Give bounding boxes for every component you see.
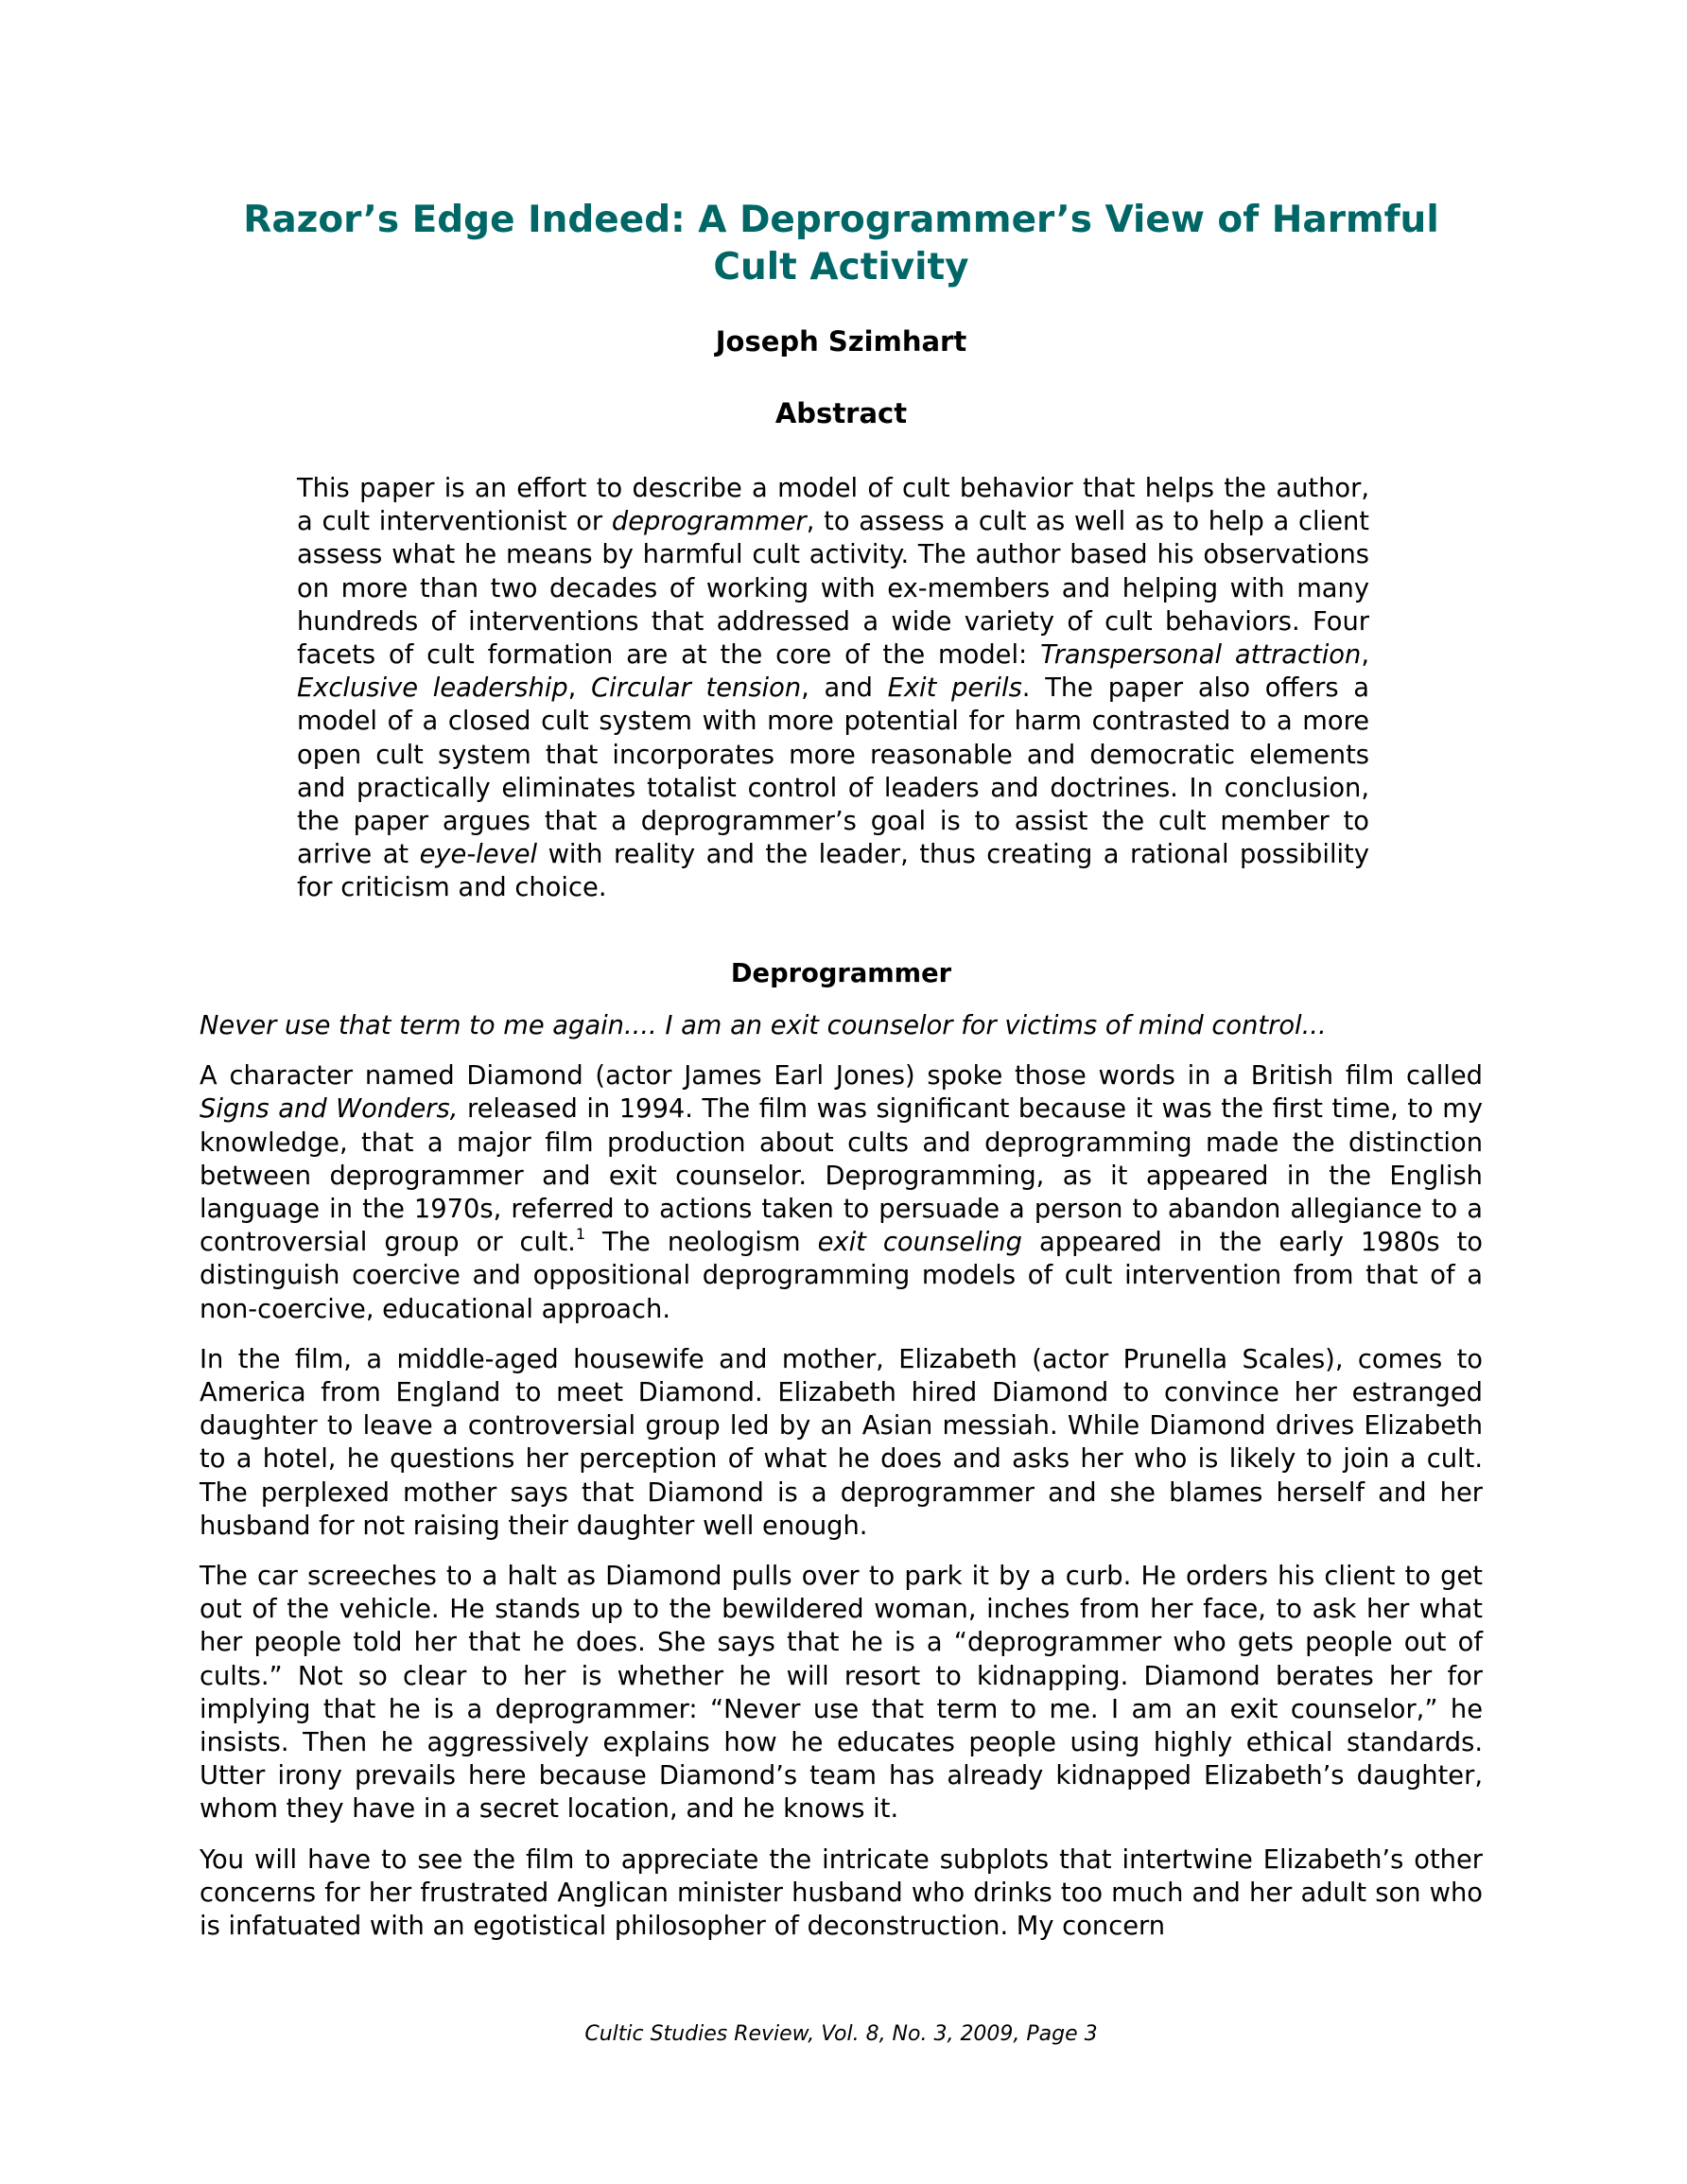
epigraph-quote: Never use that term to me again.... I am an exit counselor for victims of mind control...: [200, 1011, 1327, 1040]
abstract-emphasis: eye-level: [419, 840, 538, 870]
paper-title: Razor’s Edge Indeed: A Deprogrammer’s View of Harmful Cult Activity: [243, 199, 1439, 288]
paragraph-text-run: The neologism: [585, 1228, 818, 1258]
paragraph-1: [200, 1059, 1483, 1326]
abstract-text-run: This paper is an effort to describe a model of cult behavior that helps the author, a cult interventionist or: [297, 474, 1369, 537]
abstract-text-run: with reality and the leader, thus creating a rational possibility for criticism and choice.: [297, 840, 1369, 903]
paragraph-3: The car screeches to a halt as Diamond pulls over to park it by a curb. He orders his client to get out of the vehicle. He stands up to the bewildered woman, inches from her face, to ask her what her people told her that he does. She says that he is a “deprogrammer who gets people out of cults.” Not so clear to her is whether he will resort to kidnapping. Diamond berates her for implying that he is a deprogrammer: “Never use that term to me. I am an exit counselor,” he insists. Then he aggressively explains how he educates people using highly ethical standards. Utter irony prevails here because Diamond’s team has already kidnapped Elizabeth’s daughter, whom they have in a secret location, and he knows it.: [200, 1562, 1483, 1825]
paragraph-text-run: A character named Diamond (actor James Earl Jones) spoke those words in a British film called: [200, 1061, 1483, 1092]
author-name: Joseph Szimhart: [715, 325, 967, 358]
abstract-emphasis: Circular tension: [591, 673, 802, 704]
abstract-emphasis: Exclusive leadership: [297, 673, 568, 704]
abstract-text-run: ,: [1361, 640, 1369, 671]
paragraph-2: In the film, a middle-aged housewife and mother, Elizabeth (actor Prunella Scales), comes to America from England to meet Diamond. Elizabeth hired Diamond to convince her estranged daughter to leave a controversial group led by an Asian messiah. While Diamond drives Elizabeth to a hotel, he questions her perception of what he does and asks her who is likely to join a cult. The perplexed mother says that Diamond is a deprogrammer and she blames herself and her husband for not raising their daughter well enough.: [200, 1344, 1483, 1541]
body-text: [200, 1009, 1483, 1960]
abstract-emphasis: Exit perils: [887, 673, 1022, 704]
paragraph-text-run: appeared in the early 1980s to distinguish coercive and oppositional deprogramming models of cult intervention from that of a non-coercive, educational approach.: [200, 1228, 1483, 1324]
abstract-emphasis: deprogrammer: [611, 507, 807, 537]
abstract-text-run: ,: [567, 673, 592, 704]
abstract-text: [297, 472, 1369, 905]
paragraph-text-run: released in 1994. The film was significant because it was the first time, to my knowledge, that a major film production about cults and deprogramming made the distinction between deprogrammer and exit counselor. Deprogramming, as it appeared in the English language in the 1970s, referred to actions taken to persuade a person to abandon allegiance to a controversial group or cult.: [200, 1094, 1484, 1258]
footnote-marker[interactable]: 1: [575, 1225, 586, 1244]
page-footer: Cultic Studies Review, Vol. 8, No. 3, 2009, Page 3: [584, 2022, 1098, 2046]
paragraph-4: You will have to see the film to appreciate the intricate subplots that intertwine Elizabeth’s other concerns for her frustrated Anglican minister husband who drinks too much and her adult son who is infatuated with an egotistical philosopher of deconstruction. My concern: [200, 1844, 1483, 1942]
abstract-heading: Abstract: [774, 397, 908, 429]
abstract-text-run: . The paper also offers a model of a closed cult system with more potential for harm contrasted to a more open cult system that incorporates more reasonable and democratic elements and practically eliminates totalist control of leaders and doctrines. In conclusion, the paper argues that a deprogrammer’s goal is to assist the cult member to arrive at: [297, 673, 1370, 870]
term-emphasis: exit counseling: [817, 1228, 1023, 1258]
section-heading: Deprogrammer: [730, 959, 952, 988]
abstract-text-run: , to assess a cult as well as to help a client assess what he means by harmful cult activity. The author based his observations on more than two decades of working with ex-members and helping with many hundreds of interventions that addressed a wide variety of cult behaviors. Four facets of cult formation are at the core of the model:: [297, 507, 1369, 671]
abstract-text-run: , and: [801, 673, 888, 704]
film-title-emphasis: Signs and Wonders,: [200, 1094, 459, 1125]
abstract-emphasis: Transpersonal attraction: [1040, 640, 1362, 671]
